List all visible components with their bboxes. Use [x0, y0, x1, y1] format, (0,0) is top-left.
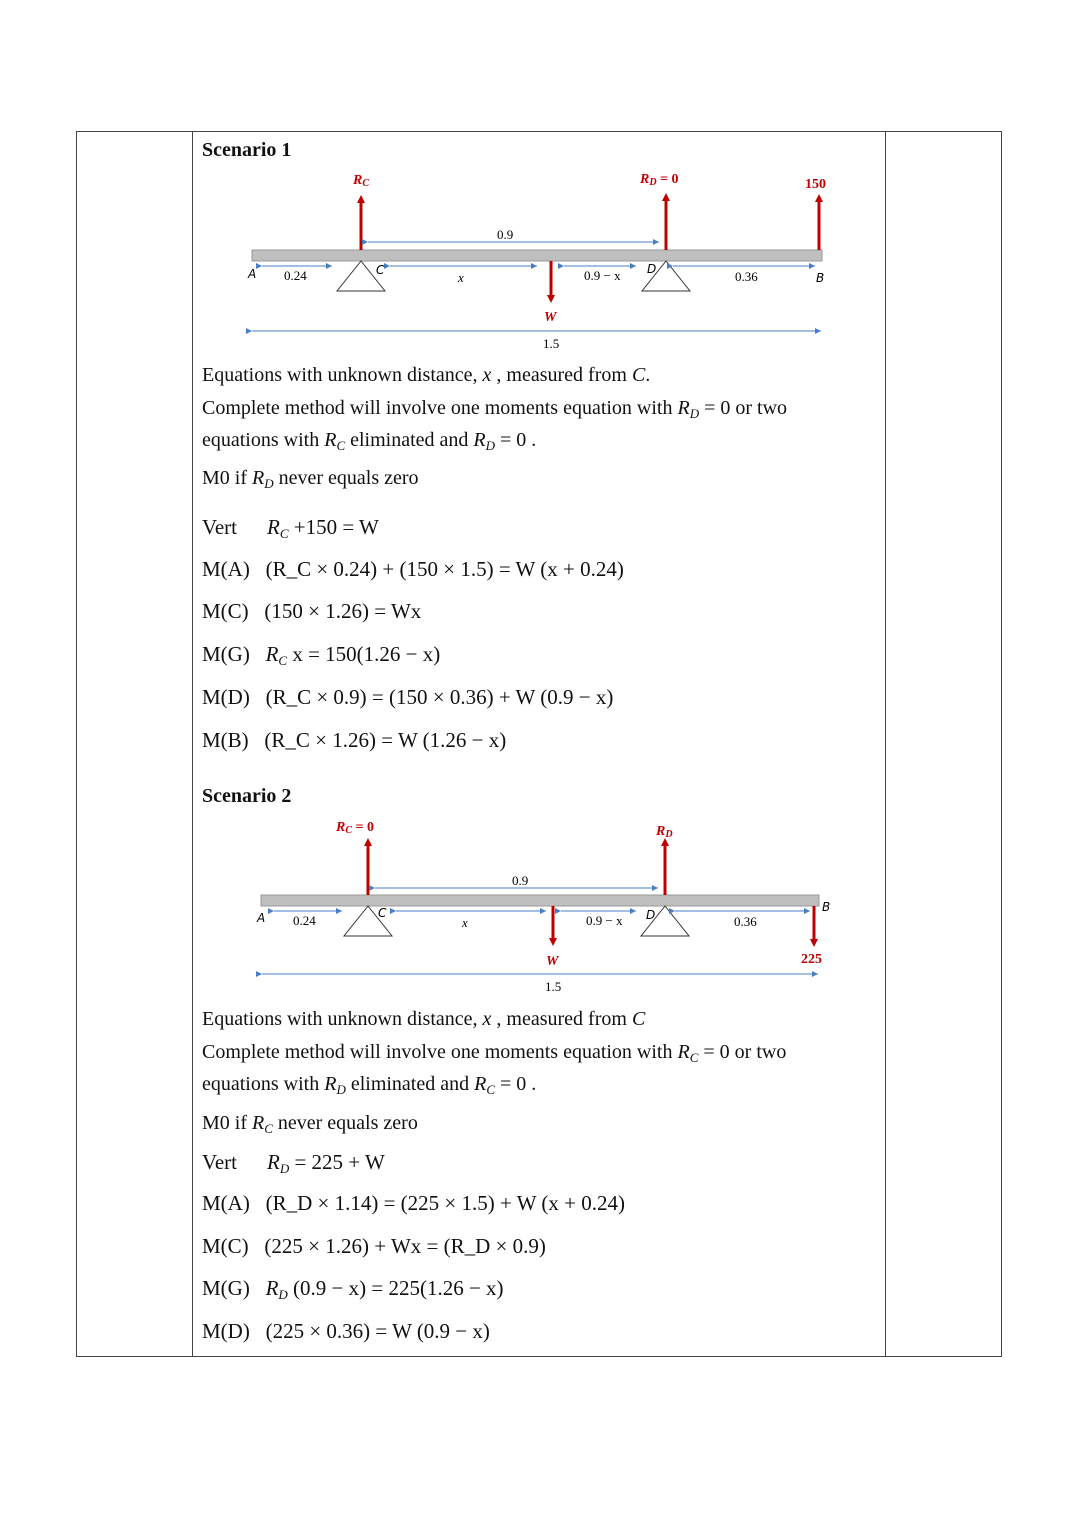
s2-eq-ma: M(A) (R_D × 1.14) = (225 × 1.5) + W (x + 0.24)	[202, 1191, 625, 1215]
s1-para-2: Complete method will involve one moments equation with $R_D = 0$ or two	[202, 397, 788, 421]
scenario-1-heading: Scenario 1	[202, 139, 292, 161]
beam	[252, 250, 822, 261]
scenario-1-beam-diagram	[240, 165, 860, 360]
s1-eq-ma: M(A) (R_C × 0.24) + (150 × 1.5) = W (x + 0.24)	[202, 557, 624, 581]
dim-total-label: 1.5	[543, 336, 560, 351]
s2-para-3: equations with $R_D$ eliminated and $R_C = 0$ .	[202, 1073, 537, 1097]
point-d-label: D	[646, 908, 656, 922]
s1-eq-md: M(D) (R_C × 0.9) = (150 × 0.36) + W (0.9 − x)	[202, 685, 614, 709]
dim-0-9-x-label: 0.9 − x	[586, 913, 623, 928]
point-c-label: C	[376, 263, 385, 277]
s1-para-4: M0 if $R_D$ never equals zero	[202, 467, 419, 491]
rc-label: RC = 0	[336, 820, 374, 836]
rc-label: RC	[353, 173, 370, 189]
s2-para-1: Equations with unknown distance, x , measured from C	[202, 1008, 646, 1030]
dim-ac-label: 0.24	[293, 913, 316, 928]
s1-eq-mc: M(C) (150 × 1.26) = Wx	[202, 599, 422, 623]
column-divider-right	[885, 132, 886, 1356]
dim-db-label: 0.36	[734, 914, 757, 929]
dim-cd-label: 0.9	[497, 227, 514, 242]
point-a-label: A	[248, 267, 257, 281]
rd-label: RD	[656, 824, 673, 840]
w-label: W	[544, 310, 557, 325]
load-150-label: 150	[805, 177, 826, 192]
dim-cd-label: 0.9	[512, 873, 529, 888]
s2-eq-mc: M(C) (225 × 1.26) + Wx = (R_D × 0.9)	[202, 1234, 546, 1258]
s2-eq-md: M(D) (225 × 0.36) = W (0.9 − x)	[202, 1319, 490, 1343]
dim-x-label: x	[458, 270, 464, 285]
point-d-label: D	[647, 262, 657, 276]
dim-0-9-x-label: 0.9 − x	[584, 268, 621, 283]
s1-eq-mg: M(G) $R_C$ x = 150(1.26 − x)	[202, 642, 441, 668]
dim-total-label: 1.5	[545, 979, 562, 994]
s2-para-4: M0 if $R_C$ never equals zero	[202, 1112, 418, 1136]
point-b-label: B	[816, 271, 825, 285]
scenario-2-heading: Scenario 2	[202, 785, 292, 807]
scenario-2-beam-diagram	[250, 812, 850, 1002]
s2-eq-mg: M(G) $R_D$ (0.9 − x) = 225(1.26 − x)	[202, 1276, 504, 1302]
s1-eq-vert: Vert $R_C +150 = W$	[202, 515, 379, 541]
point-b-label: B	[822, 900, 831, 914]
s1-para-3: equations with $R_C$ eliminated and $R_D = 0$ .	[202, 429, 537, 453]
s2-eq-vert: Vert $R_D = 225 + W$	[202, 1150, 385, 1176]
dim-ac-label: 0.24	[284, 268, 307, 283]
column-divider-left	[192, 132, 193, 1356]
s1-eq-mb: M(B) (R_C × 1.26) = W (1.26 − x)	[202, 728, 507, 752]
dim-db-label: 0.36	[735, 269, 758, 284]
point-a-label: A	[257, 911, 266, 925]
rd-label: RD = 0	[640, 172, 679, 188]
s2-para-2: Complete method will involve one moments equation with $R_C = 0$ or two	[202, 1041, 787, 1065]
dim-x-label: x	[462, 915, 468, 930]
load-225-label: 225	[801, 952, 822, 967]
beam	[261, 895, 819, 906]
s1-para-1: Equations with unknown distance, x , measured from C.	[202, 364, 651, 386]
w-label: W	[546, 954, 559, 969]
point-c-label: C	[378, 906, 387, 920]
